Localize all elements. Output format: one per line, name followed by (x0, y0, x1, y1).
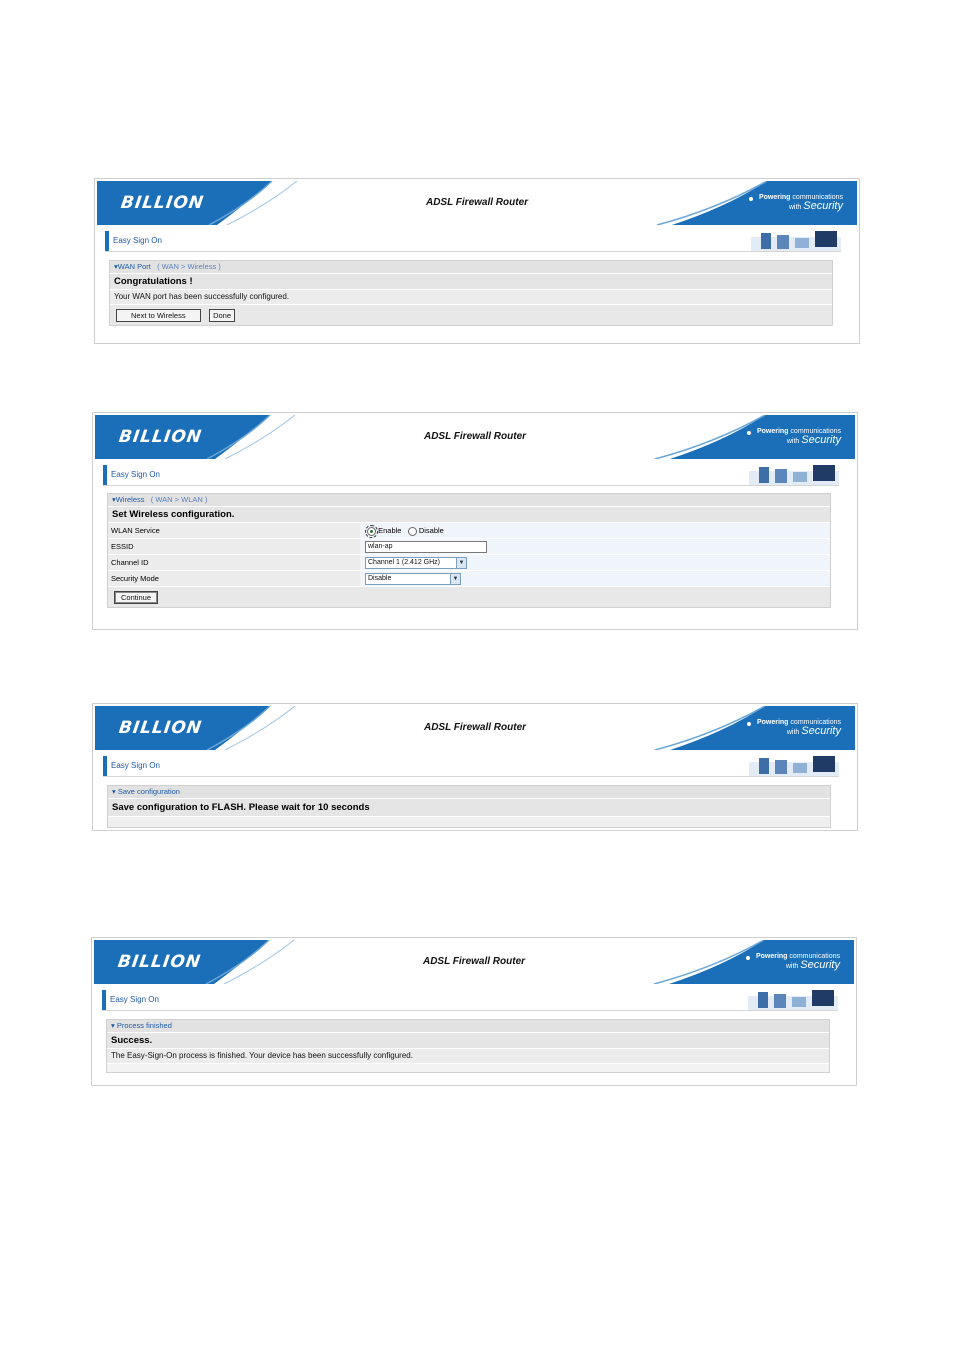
disable-radio[interactable] (408, 527, 417, 536)
chevron-down-icon[interactable]: ▼ (456, 558, 466, 568)
easy-sign-on-bar (103, 754, 839, 777)
security-mode-row (108, 571, 830, 587)
section-header: ▾Wireless ( WAN > WLAN ) (108, 494, 830, 507)
save-message: Save configuration to FLASH. Please wait for 10 seconds (108, 799, 830, 817)
slogan: Powering communications with Security (755, 953, 840, 971)
office-chairs-icon (749, 463, 839, 485)
page-title: Congratulations ! (110, 274, 832, 290)
chevron-down-icon[interactable]: ▼ (450, 574, 460, 584)
page-title: Success. (107, 1033, 829, 1049)
easy-sign-on-label: Easy Sign On (110, 995, 159, 1004)
billion-logo: BILLION (117, 718, 204, 738)
billion-logo: BILLION (116, 952, 203, 972)
process-finished-screen (91, 937, 857, 1086)
easy-sign-on-bar (102, 988, 838, 1011)
easy-sign-on-bar (103, 463, 839, 486)
header-banner (95, 706, 855, 750)
header-banner (94, 940, 854, 984)
router-title: ADSL Firewall Router (422, 956, 526, 967)
save-panel (107, 785, 831, 828)
wireless-config-screen (92, 412, 858, 630)
enable-label: Enable (378, 526, 402, 535)
enable-radio[interactable] (367, 527, 376, 536)
channel-row (108, 555, 830, 571)
channel-label: Channel ID (108, 555, 360, 570)
channel-select[interactable]: Channel 1 (2.412 GHz) ▼ (365, 557, 467, 569)
disable-label: Disable (418, 526, 444, 535)
status-message: Your WAN port has been successfully configured. (110, 290, 832, 305)
security-mode-select[interactable]: Disable ▼ (365, 573, 461, 585)
continue-button[interactable]: Continue (114, 591, 158, 604)
wan-panel (109, 260, 833, 326)
wan-success-screen (94, 178, 860, 344)
billion-logo: BILLION (119, 193, 206, 213)
section-header: ▾WAN Port ( WAN > Wireless ) (110, 261, 832, 274)
easy-sign-on-bar (105, 229, 841, 252)
wlan-service-label: WLAN Service (108, 523, 360, 538)
breadcrumb: ( WAN > WLAN ) (150, 495, 208, 504)
status-message: The Easy-Sign-On process is finished. Your device has been successfully configured. (107, 1049, 829, 1064)
section-header: ▾ Save configuration (108, 786, 830, 799)
wireless-panel (107, 493, 831, 608)
office-chairs-icon (748, 988, 838, 1010)
slogan: Powering communications with Security (758, 194, 843, 212)
router-title: ADSL Firewall Router (423, 722, 527, 733)
office-chairs-icon (751, 229, 841, 251)
wlan-service-row (108, 523, 830, 539)
section-header: ▾ Process finished (107, 1020, 829, 1033)
breadcrumb: ( WAN > Wireless ) (157, 262, 221, 271)
finished-panel (106, 1019, 830, 1073)
slogan: Powering communications with Security (756, 428, 841, 446)
essid-row (108, 539, 830, 555)
save-config-screen (92, 703, 858, 831)
easy-sign-on-label: Easy Sign On (113, 236, 162, 245)
button-row (110, 305, 832, 325)
essid-input[interactable]: wlan-ap (365, 541, 487, 553)
next-to-wireless-button[interactable]: Next to Wireless (116, 309, 201, 322)
done-button[interactable]: Done (209, 309, 235, 322)
essid-label: ESSID (108, 539, 360, 554)
billion-logo: BILLION (117, 427, 204, 447)
slogan: Powering communications with Security (756, 719, 841, 737)
header-banner (97, 181, 857, 225)
header-banner (95, 415, 855, 459)
easy-sign-on-label: Easy Sign On (111, 470, 160, 479)
button-row (108, 587, 830, 607)
page-title: Set Wireless configuration. (108, 507, 830, 523)
router-title: ADSL Firewall Router (423, 431, 527, 442)
easy-sign-on-label: Easy Sign On (111, 761, 160, 770)
router-title: ADSL Firewall Router (425, 197, 529, 208)
office-chairs-icon (749, 754, 839, 776)
security-mode-label: Security Mode (108, 571, 360, 586)
